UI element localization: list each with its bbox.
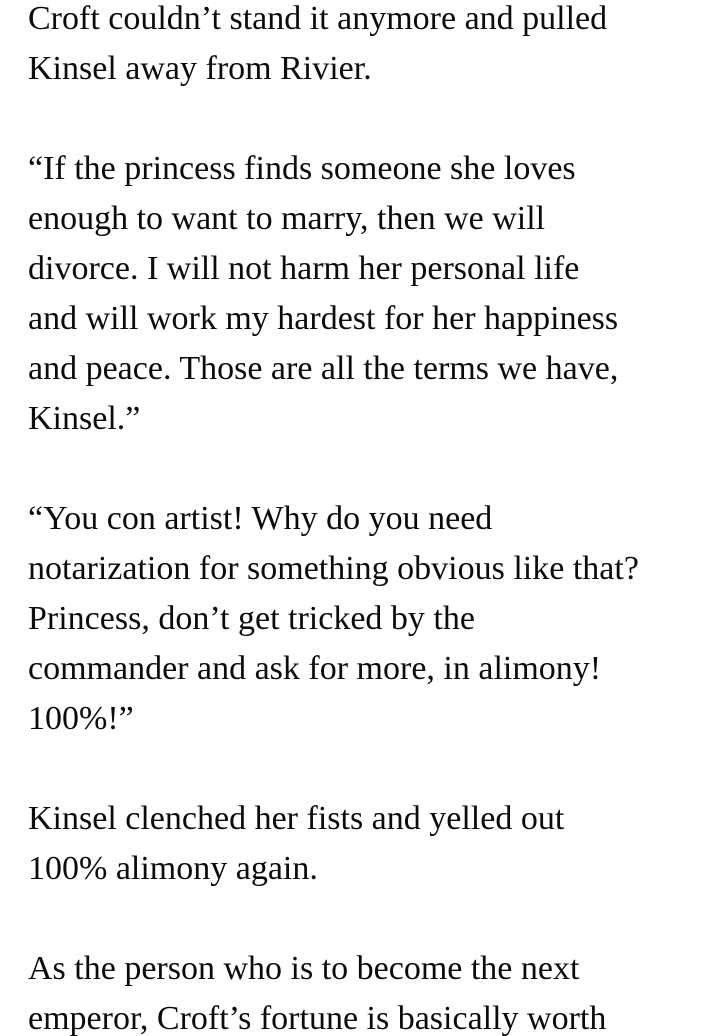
text-line: notarization for something obvious like that? <box>28 550 639 587</box>
text-line: and peace. Those are all the terms we have, <box>28 350 619 387</box>
paragraph <box>28 944 710 1036</box>
paragraph <box>28 0 710 94</box>
text-line: 100% alimony again. <box>28 850 318 887</box>
paragraph <box>28 144 710 444</box>
text-line: commander and ask for more, in alimony! <box>28 650 602 687</box>
text-line: As the person who is to become the next <box>28 950 580 987</box>
text-line: Kinsel clenched her fists and yelled out <box>28 800 565 837</box>
paragraph <box>28 494 710 744</box>
text-line: 100%!” <box>28 700 134 737</box>
text-line: Kinsel.” <box>28 400 141 437</box>
text-line: Princess, don’t get tricked by the <box>28 600 475 637</box>
text-line: Kinsel away from Rivier. <box>28 50 372 87</box>
paragraph <box>28 794 710 894</box>
text-line: “You con artist! Why do you need <box>28 500 493 537</box>
page-text <box>28 0 710 1036</box>
text-line: divorce. I will not harm her personal life <box>28 250 580 287</box>
text-line: and will work my hardest for her happiness <box>28 300 619 337</box>
text-line: emperor, Croft’s fortune is basically worth <box>28 1000 607 1036</box>
text-line: Croft couldn’t stand it anymore and pulled <box>28 0 608 37</box>
text-line: enough to want to marry, then we will <box>28 200 546 237</box>
text-line: “If the princess finds someone she loves <box>28 150 576 187</box>
